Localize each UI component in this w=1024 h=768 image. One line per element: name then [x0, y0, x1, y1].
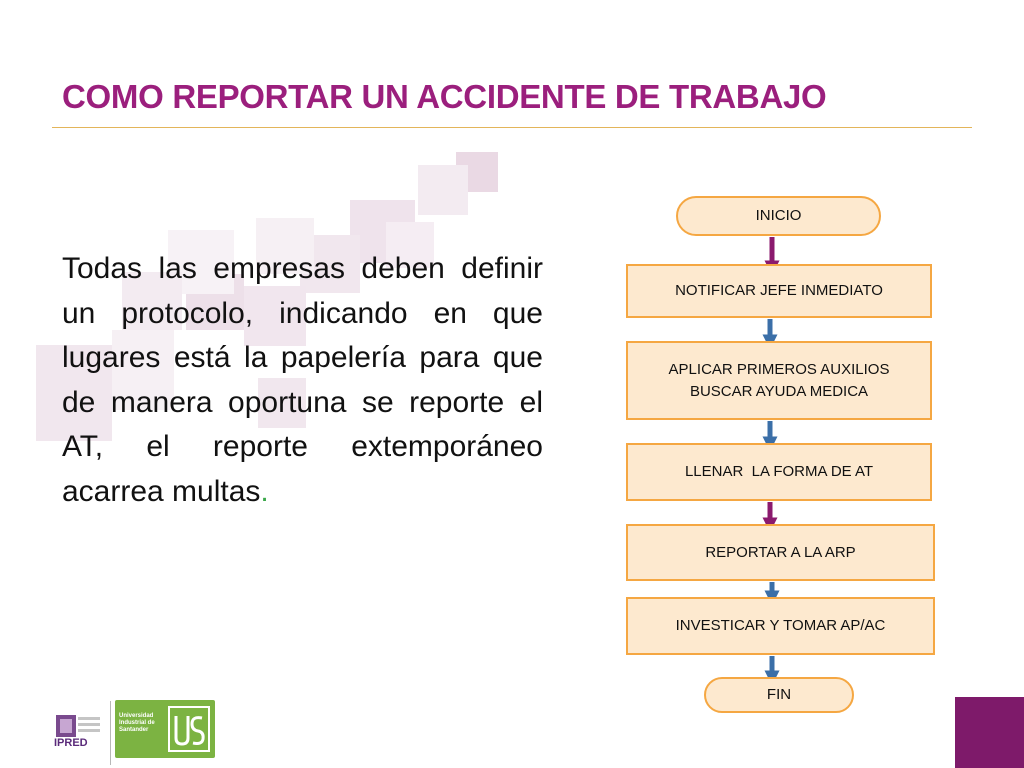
corner-accent — [955, 697, 1024, 768]
logo-divider — [110, 701, 111, 765]
node-aplicar-label-2: BUSCAR AYUDA MEDICA — [689, 382, 869, 400]
body-paragraph — [62, 247, 543, 514]
node-llenar-label: LLENAR LA FORMA DE AT — [684, 463, 874, 480]
node-end — [705, 678, 853, 712]
node-reportar-label: REPORTAR A LA ARP — [705, 543, 856, 561]
flowchart — [600, 180, 960, 725]
node-aplicar-label-1: APLICAR PRIMEROS AUXILIOS — [668, 360, 890, 378]
body-period: . — [260, 474, 269, 508]
ipred-logo-text: IPRED — [54, 737, 88, 749]
node-start-label: INICIO — [755, 207, 802, 224]
node-investicar-label: INVESTICAR Y TOMAR AP/AC — [675, 617, 886, 634]
node-reportar — [627, 525, 934, 580]
node-start — [677, 197, 880, 235]
slide-title: COMO REPORTAR UN ACCIDENTE DE TRABAJO — [62, 78, 827, 115]
uis-emblem-icon — [168, 706, 210, 752]
ipred-logo-icon — [52, 705, 104, 765]
node-end-label: FIN — [766, 686, 792, 703]
uis-logo — [115, 700, 215, 758]
node-notificar-label: NOTIFICAR JEFE INMEDIATO — [675, 282, 883, 299]
node-aplicar — [627, 342, 931, 419]
node-investicar — [627, 598, 934, 654]
node-llenar — [627, 444, 931, 500]
body-text: Todas las empresas deben definir un protocolo, indicando en que lugares está la papelería para que de manera oportuna se reporte el AT, el reporte extemporáneo acarrea multas — [62, 252, 543, 508]
uis-logo-text: Universidad Industrial de Santander — [119, 713, 155, 733]
node-notificar — [627, 265, 931, 317]
